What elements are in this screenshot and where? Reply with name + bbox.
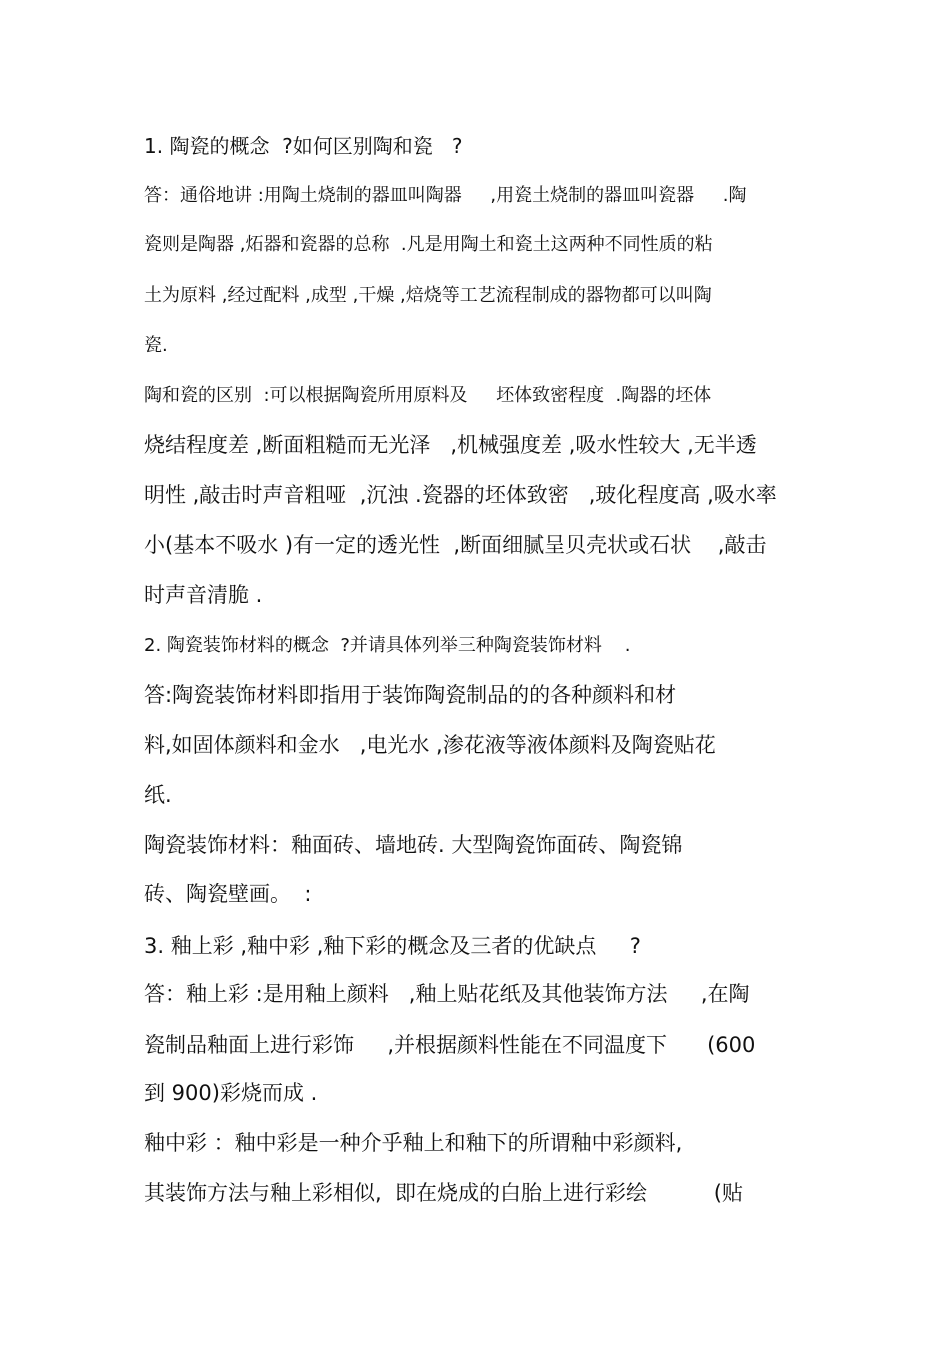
- text-line: 瓷则是陶器 ,炻器和瓷器的总称 .凡是用陶土和瓷土这两种不同性质的粘: [144, 234, 713, 255]
- heading-q3: 3. 釉上彩 ,釉中彩 ,釉下彩的概念及三者的优缺点 ?: [144, 934, 641, 958]
- text-line: 烧结程度差 ,断面粗糙而无光泽 ,机械强度差 ,吸水性较大 ,无半透: [144, 433, 757, 457]
- text-line: 土为原料 ,经过配料 ,成型 ,干燥 ,焙烧等工艺流程制成的器物都可以叫陶: [144, 285, 712, 306]
- text-line: 陶瓷装饰材料：釉面砖、墙地砖. 大型陶瓷饰面砖、陶瓷锦: [144, 833, 683, 857]
- text-line: 答：釉上彩 :是用釉上颜料 ,釉上贴花纸及其他装饰方法 ,在陶: [144, 982, 750, 1006]
- text-line: 纸.: [144, 783, 172, 807]
- text-line: 陶和瓷的区别 :可以根据陶瓷所用原料及 坯体致密程度 .陶器的坯体: [144, 385, 712, 406]
- text-line: 明性 ,敲击时声音粗哑 ,沉浊 .瓷器的坯体致密 ,玻化程度高 ,吸水率: [144, 483, 777, 507]
- text-line: 答：通俗地讲 :用陶土烧制的器皿叫陶器 ,用瓷土烧制的器皿叫瓷器 .陶: [144, 185, 747, 206]
- text-line: 答:陶瓷装饰材料即指用于装饰陶瓷制品的的各种颜料和材: [144, 683, 677, 707]
- text-line: 其装饰方法与釉上彩相似, 即在烧成的白胎上进行彩绘 (贴: [144, 1181, 743, 1205]
- text-line: 瓷制品釉面上进行彩饰 ,并根据颜料性能在不同温度下 (600: [144, 1033, 756, 1057]
- heading-q2: 2. 陶瓷装饰材料的概念 ?并请具体列举三种陶瓷装饰材料 .: [144, 635, 631, 656]
- text-line: 釉中彩 ：釉中彩是一种介乎釉上和釉下的所谓釉中彩颜料,: [144, 1131, 683, 1155]
- text-line: 瓷.: [144, 335, 168, 356]
- text-line: 时声音清脆 .: [144, 583, 263, 607]
- text-line: 小(基本不吸水 )有一定的透光性 ,断面细腻呈贝壳状或石状 ,敲击: [144, 533, 767, 557]
- text-line: 到 900)彩烧而成 .: [144, 1081, 318, 1105]
- text-line: 料,如固体颜料和金水 ,电光水 ,渗花液等液体颜料及陶瓷贴花: [144, 733, 716, 757]
- heading-q1: 1. 陶瓷的概念 ?如何区别陶和瓷 ?: [144, 134, 463, 158]
- text-line: 砖、陶瓷壁画。 :: [144, 882, 312, 906]
